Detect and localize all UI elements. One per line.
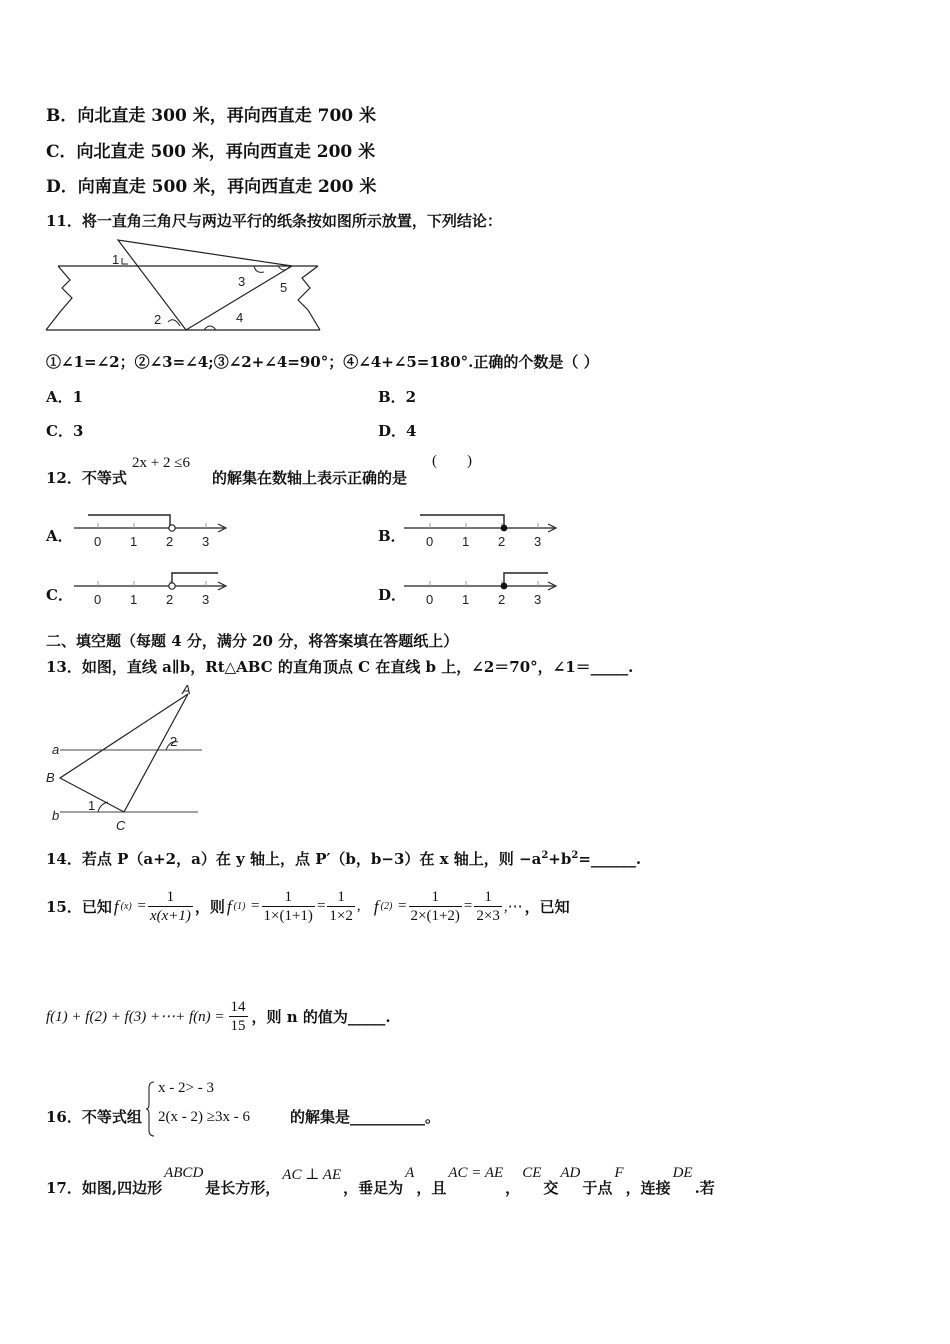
q14-text: [46, 848, 641, 869]
q17-ad: AD: [560, 1165, 581, 1181]
q17-t4: 交: [543, 1179, 559, 1197]
solution-ray: [172, 573, 218, 586]
triangle-abc: [60, 694, 188, 812]
label-B: B: [46, 770, 55, 785]
tick-2: 2: [498, 534, 506, 549]
q15-tail: ，则 n 的值为_____.: [251, 1008, 391, 1026]
q11-stem: 11．将一直角三角尺与两边平行的纸条按如图所示放置，下列结论：: [46, 212, 502, 230]
q15-fx-sub: (x): [120, 901, 132, 912]
q17-eq: AC = AE: [448, 1165, 504, 1181]
q12-inequality: 2x + 2 ≤6: [132, 455, 190, 471]
q15-line2: [46, 998, 391, 1035]
q15-f2-sub: (2): [380, 901, 393, 912]
strip-left-jag: [46, 266, 72, 330]
q16-line2: 2(x - 2) ≥3x - 6: [158, 1109, 250, 1125]
q17-t6: ，连接: [625, 1179, 671, 1197]
q17-ce: CE: [522, 1165, 542, 1181]
q17-t7: .若: [694, 1179, 715, 1197]
q17-t2: ，垂足为: [343, 1179, 404, 1197]
label-2: 2: [154, 312, 162, 327]
q11-option-d: D．4: [378, 422, 417, 440]
q17-t5: 于点: [582, 1179, 613, 1197]
label-4: 4: [236, 310, 244, 325]
label-1: 1: [88, 798, 96, 813]
q16-prefix: 16．不等式组: [46, 1108, 142, 1126]
q13-text: 13．如图，直线 a∥b，Rt△ABC 的直角顶点 C 在直线 b 上，∠2＝70°，∠1＝_____.: [46, 658, 634, 676]
label-b: b: [52, 808, 60, 823]
tick-0: 0: [94, 592, 102, 607]
angle5-mark: [278, 266, 290, 270]
q17-perp: AC ⊥ AE: [282, 1167, 342, 1183]
q13-figure: [42, 684, 212, 834]
label-1: 1: [112, 252, 120, 267]
solution-ray: [88, 515, 170, 528]
open-point: [169, 583, 175, 589]
tick-1: 1: [130, 592, 138, 607]
q12-numberline-d: [402, 568, 562, 610]
triangle-ruler: [118, 240, 292, 330]
q15-sum: f(1) + f(2) + f(3) +⋯+ f(n) =: [46, 1009, 225, 1025]
q17-t3: ，且: [416, 1179, 447, 1197]
label-3: 3: [238, 274, 246, 289]
q15-frac2: $\frac{1}{1\times(1+1)}$: [263, 889, 313, 924]
angle3-mark: [254, 266, 264, 272]
q17-de: DE: [672, 1165, 693, 1181]
angle4-mark: [204, 326, 216, 330]
tick-3: 3: [534, 592, 542, 607]
q17-t1: 是长方形，: [205, 1179, 281, 1197]
q15-sum-frac: $\frac{14}{15}$: [230, 999, 246, 1034]
angle1-mark: [122, 258, 128, 264]
label-2: 2: [170, 734, 178, 749]
q16-line1: x - 2> - 3: [158, 1080, 214, 1096]
q15-fx: f: [113, 896, 119, 916]
closed-point: [501, 583, 508, 590]
q10-option-b: B．向北直走 300 米，再向西直走 700 米: [46, 106, 377, 126]
closed-point: [501, 525, 508, 532]
q14-text-c: =______.: [578, 850, 642, 868]
q12-numberline-b: [402, 510, 562, 552]
q15-line1: 15．已知 f (x) = $\frac{1}{x(x+1)}$ ，则 f (1) = $\frac{1}{1\times(1+1)}$ = $\frac{1}{1\times 2}$ , f (2) = $\frac{1}{2\times(1+2)}$ = $\frac{1}{2\times 3}$ ,⋯ ，已知: [46, 889, 570, 924]
q11-option-c: C．3: [46, 422, 84, 440]
q15-frac3: $\frac{1}{1\times 2}$: [329, 889, 353, 924]
q11-option-a: A．1: [46, 388, 84, 406]
tick-0: 0: [94, 534, 102, 549]
tick-3: 3: [534, 534, 542, 549]
solution-ray: [504, 573, 548, 586]
q17-a: A: [405, 1165, 415, 1181]
q12-option-b-label: B．: [378, 527, 406, 545]
q16-suffix: 的解集是__________。: [290, 1108, 441, 1126]
strip-right-jag: [298, 266, 320, 330]
q12-numberline-a: [72, 510, 232, 552]
q12-option-d-label: D．: [378, 586, 407, 604]
q15-prefix: 15．已知: [46, 898, 112, 916]
tick-2: 2: [166, 592, 174, 607]
q15-known: ，已知: [524, 898, 570, 916]
open-point: [169, 525, 175, 531]
q17-prefix: 17．如图,四边形: [46, 1179, 163, 1197]
label-5: 5: [280, 280, 288, 295]
label-A: A: [182, 682, 191, 697]
q14-text-a: 14．若点 P（a+2，a）在 y 轴上，点 P′（b，b−3）在 x 轴上，则 −a: [46, 850, 542, 868]
q15-f1-sub: (1): [233, 901, 246, 912]
angle1-arc: [98, 802, 108, 812]
q17-line: [46, 1165, 715, 1198]
q15-f2: f: [373, 896, 379, 916]
tick-2: 2: [166, 534, 174, 549]
q11-figure: [40, 236, 330, 336]
q12-prefix: 12．不等式: [46, 469, 127, 487]
angle2-mark: [168, 320, 180, 326]
tick-0: 0: [426, 592, 434, 607]
q17-abcd: ABCD: [164, 1165, 204, 1181]
q14-sup2: 2: [571, 850, 579, 861]
q11-option-b: B．2: [378, 388, 417, 406]
q14-sup1: 2: [541, 850, 549, 861]
q10-option-d: D．向南直走 500 米，再向西直走 200 米: [46, 177, 377, 197]
tick-0: 0: [426, 534, 434, 549]
q17-f: F: [614, 1165, 624, 1181]
q17-comma: ，: [505, 1179, 521, 1197]
q16-brace: [146, 1080, 156, 1138]
section2-title: 二、填空题（每题 4 分，满分 20 分，将答案填在答题纸上）: [46, 632, 459, 650]
q15-f1: f: [226, 896, 232, 916]
q12-paren: ( ): [432, 453, 472, 469]
q15-frac4: $\frac{1}{2\times(1+2)}$: [410, 889, 460, 924]
q15-then: ，则: [194, 898, 225, 916]
q12-suffix: 的解集在数轴上表示正确的是: [212, 469, 408, 487]
tick-3: 3: [202, 592, 210, 607]
q12-option-a-label: A．: [46, 527, 73, 545]
q12-option-c-label: C．: [46, 586, 73, 604]
tick-1: 1: [130, 534, 138, 549]
q15-frac5: $\frac{1}{2\times 3}$: [476, 889, 500, 924]
tick-1: 1: [462, 592, 470, 607]
q11-statements: ①∠1=∠2；②∠3=∠4;③∠2+∠4=90°；④∠4+∠5=180°.正确的个数是（ ）: [46, 353, 599, 371]
tick-2: 2: [498, 592, 506, 607]
q12-numberline-c: [72, 568, 232, 610]
q14-text-b: +b: [548, 850, 572, 868]
label-C: C: [116, 818, 126, 833]
q10-option-c: C．向北直走 500 米，再向西直走 200 米: [46, 142, 376, 162]
q15-ellipsis: ,⋯: [503, 899, 523, 915]
q15-frac1: $\frac{1}{x(x+1)}$: [149, 889, 191, 924]
tick-3: 3: [202, 534, 210, 549]
label-a: a: [52, 742, 60, 757]
tick-1: 1: [462, 534, 470, 549]
solution-ray: [420, 515, 504, 528]
